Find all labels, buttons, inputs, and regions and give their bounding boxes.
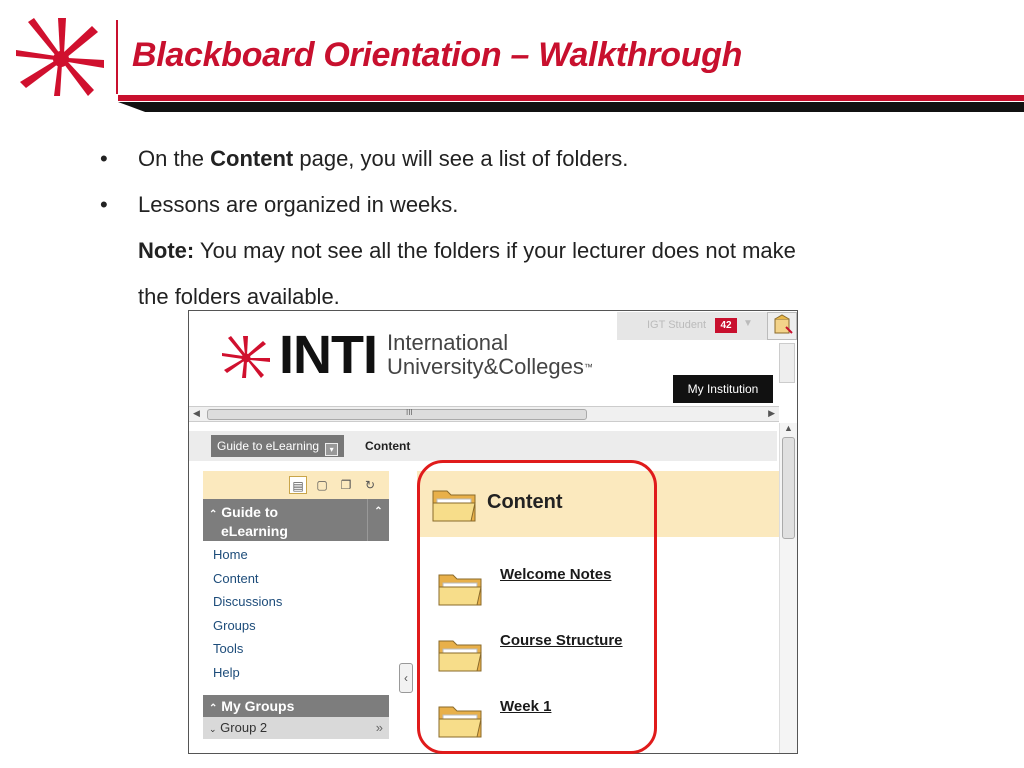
group-2-label: Group 2 [220,720,268,735]
breadcrumb-course[interactable] [211,435,344,457]
inti-subtitle-line1: International [387,330,509,355]
course-menu-item-discussions[interactable]: Discussions [213,594,283,609]
top-scrollbar[interactable] [779,343,795,383]
tools-panel-icon[interactable] [767,312,797,340]
window-icon[interactable]: ❐ [340,478,352,492]
course-menu-list [213,543,282,684]
scrollbar-thumb[interactable] [207,409,587,420]
scroll-left-arrow-icon[interactable]: ◀ [193,408,200,418]
breadcrumb [189,431,777,461]
bullet-bold-text: Content [210,146,294,171]
inti-subtitle-text: University&Colleges [387,354,584,379]
bullet-lessons [100,182,960,228]
bullet-dot: • [100,146,108,171]
notification-badge[interactable]: 42 [715,318,737,333]
breadcrumb-course-label: Guide to eLearning [217,439,320,453]
inti-wordmark: INTI [279,325,377,385]
bullet-content-page [100,136,960,182]
group-2-item[interactable] [203,717,389,739]
folder-link-course-structure[interactable]: Course Structure [500,632,623,649]
bullet-dot: • [100,192,108,217]
course-menu-item-help[interactable]: Help [213,664,240,680]
course-menu-title-line2: eLearning [221,523,288,539]
my-groups-label: My Groups [221,698,295,714]
folder-view-icon[interactable]: ▢ [316,478,328,492]
chevron-down-icon[interactable]: ▾ [325,443,338,456]
group-2-more-icon[interactable]: » [375,720,383,735]
slide-title: Blackboard Orientation – Walkthrough [132,36,743,74]
note-text: You may not see all the folders if your lecturer does not make [194,238,796,263]
content-title: Content [487,491,563,513]
course-menu-item-home[interactable]: Home [213,547,248,562]
course-menu-toolbar [203,471,389,499]
my-groups-header[interactable] [203,695,389,717]
double-chevron-icon: ⌃ [209,703,218,714]
horizontal-scrollbar[interactable] [189,406,779,422]
folder-link-week-1[interactable]: Week 1 [500,698,552,715]
inti-banner [189,311,797,406]
highlight-circle [417,460,657,754]
course-menu-header[interactable] [203,499,389,541]
folder-link-welcome-notes[interactable]: Welcome Notes [500,566,612,583]
inti-star-icon [221,335,271,379]
scroll-right-arrow-icon[interactable]: ▶ [768,408,775,418]
bullet-list [100,136,960,320]
scroll-up-arrow-icon[interactable]: ▲ [784,423,793,433]
my-institution-tab[interactable]: My Institution [673,375,773,403]
bullet-text: On the [138,146,211,171]
inti-subtitle-line2 [387,355,593,379]
bullet-text: Lessons are organized in weeks. [138,192,459,217]
refresh-icon[interactable]: ↻ [364,478,376,492]
inti-star-logo [14,16,106,98]
chevron-down-icon: ⌄ [209,724,217,734]
course-menu-item-tools[interactable]: Tools [213,641,244,656]
bullet-text: page, you will see a list of folders. [293,146,629,171]
collapse-icon[interactable]: ⌃ [367,499,389,541]
double-chevron-icon: ⌃ [209,509,218,520]
vertical-scrollbar[interactable] [779,423,797,754]
user-menu[interactable] [617,312,767,340]
course-menu-title-line1: Guide to [221,504,279,520]
note-line [100,228,960,274]
breadcrumb-current: Content [365,439,411,453]
chevron-down-icon[interactable]: ▼ [743,318,753,329]
note-text: the folders available. [138,284,340,309]
user-name: IGT Student [647,319,707,331]
scrollbar-thumb[interactable] [782,437,795,539]
trademark-symbol: ™ [583,362,593,372]
header-bar-red [118,95,1024,101]
sidebar-toggle-button[interactable]: ‹ [399,663,413,693]
header-divider [116,20,118,94]
course-menu-item-content[interactable]: Content [213,570,259,586]
note-label: Note: [138,238,195,263]
inti-subtitle [387,331,593,379]
list-view-icon[interactable]: ▤ [289,476,307,494]
book-icon [768,313,796,339]
scrollbar-grip: III [406,408,413,417]
header-bar-black [118,102,1024,112]
course-menu-item-groups[interactable]: Groups [213,617,256,633]
